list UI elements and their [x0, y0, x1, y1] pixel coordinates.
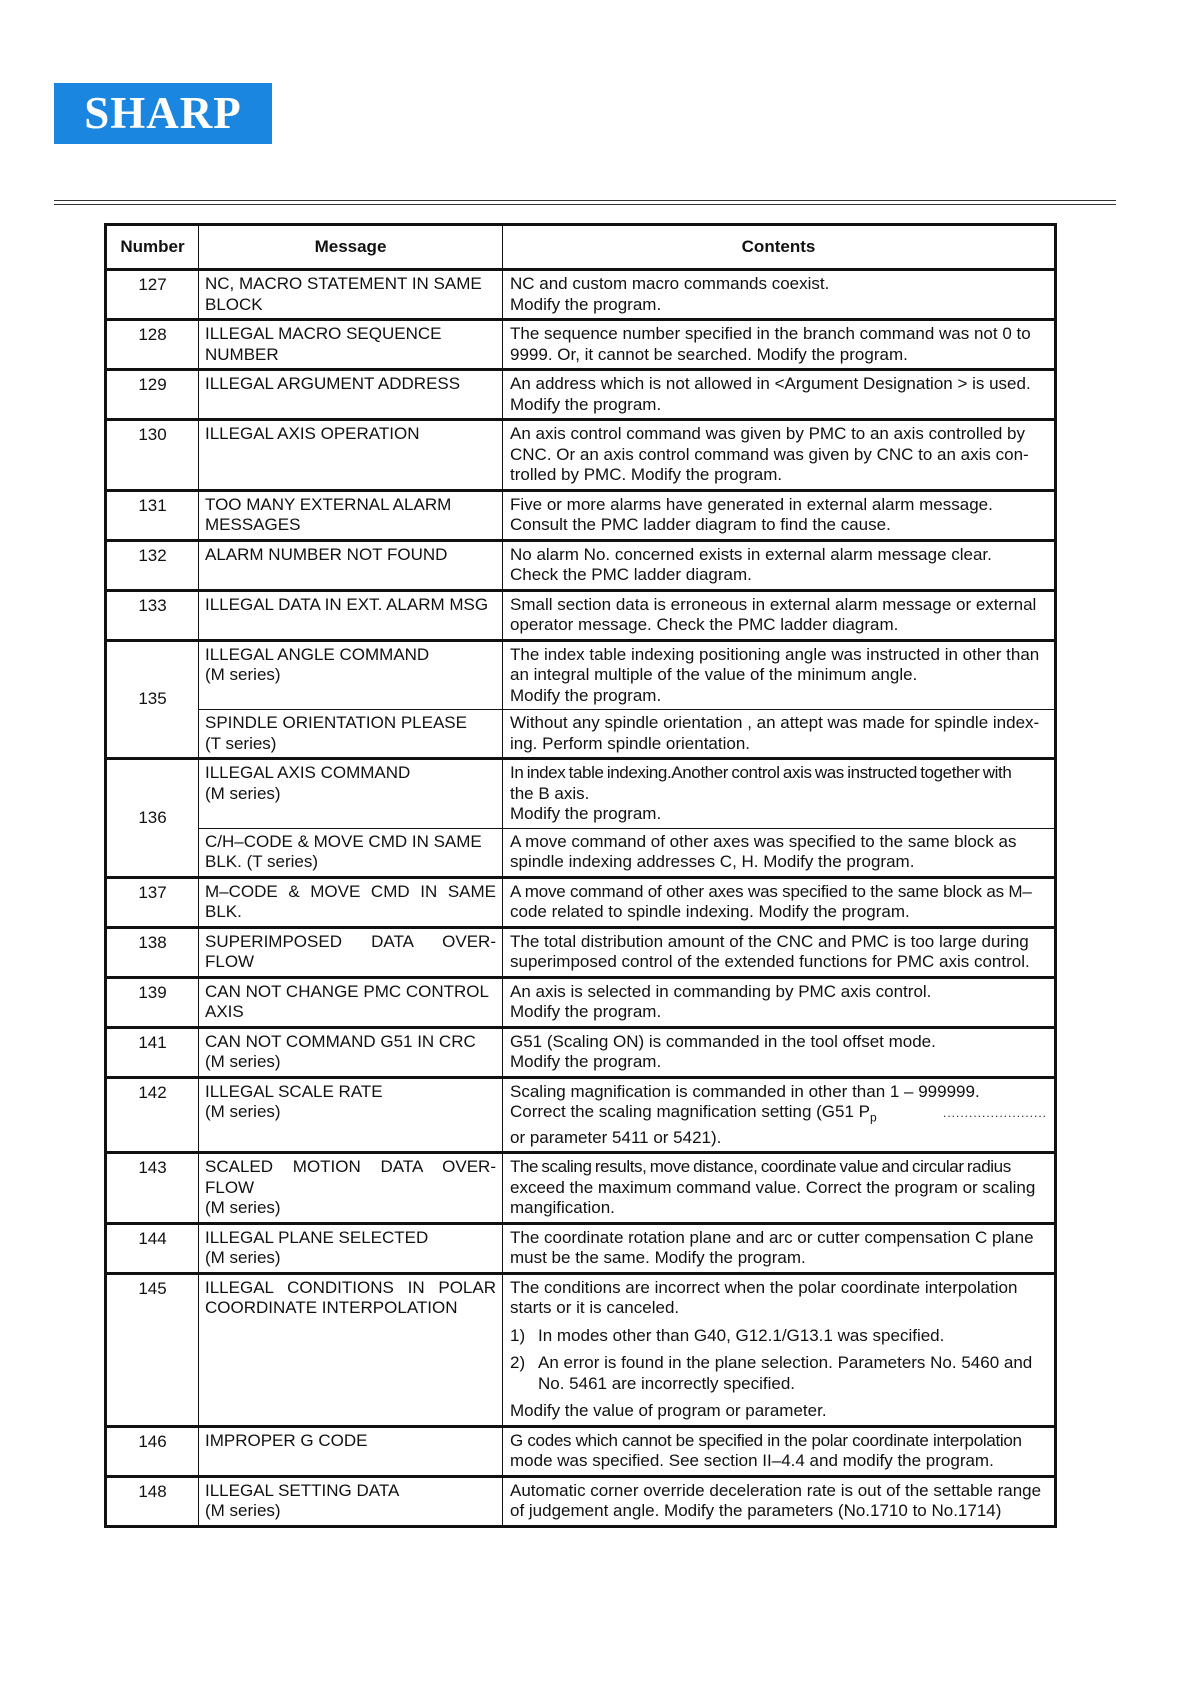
- alarm-contents: An axis is selected in commanding by PMC axis control. Modify the program.: [503, 977, 1056, 1027]
- alarm-message: ILLEGAL ANGLE COMMAND (M series): [199, 640, 503, 710]
- alarm-number: 138: [106, 927, 199, 977]
- alarm-number: 146: [106, 1426, 199, 1476]
- table-row: [106, 590, 1056, 640]
- header-rule-top: [54, 200, 1116, 201]
- alarm-message: ILLEGAL DATA IN EXT. ALARM MSG: [199, 590, 503, 640]
- alarm-contents: In index table indexing.Another control axis was instructed together with the B axis. Modify the program.: [503, 759, 1056, 829]
- alarm-number: 136: [106, 759, 199, 878]
- alarm-contents: An axis control command was given by PMC to an axis controlled by CNC. Or an axis control command was given by CNC to an axis con- trolled by PMC. Modify the program.: [503, 420, 1056, 491]
- header-contents: Contents: [503, 225, 1056, 270]
- alarm-message: SPINDLE ORIENTATION PLEASE (T series): [199, 710, 503, 759]
- alarm-message: ILLEGAL ARGUMENT ADDRESS: [199, 370, 503, 420]
- alarm-message: TOO MANY EXTERNAL ALARM MESSAGES: [199, 490, 503, 540]
- table-row: [106, 420, 1056, 491]
- alarm-number: 133: [106, 590, 199, 640]
- alarm-message: ILLEGAL MACRO SEQUENCE NUMBER: [199, 320, 503, 370]
- alarm-number: 130: [106, 420, 199, 491]
- alarm-contents: Automatic corner override deceleration rate is out of the settable range of judgement angle. Modify the parameters (No.1710 to No.1714): [503, 1476, 1056, 1526]
- table-row: [106, 759, 1056, 829]
- alarm-table: [104, 223, 1057, 1528]
- alarm-message: SCALED MOTION DATA OVER- FLOW (M series): [199, 1153, 503, 1224]
- alarm-number: 145: [106, 1273, 199, 1426]
- alarm-number: 141: [106, 1027, 199, 1077]
- alarm-message: ILLEGAL SCALE RATE (M series): [199, 1077, 503, 1153]
- alarm-contents: The conditions are incorrect when the polar coordinate interpolation starts or it is canceled. 1) In modes other than G40, G12.1/G13.1 was specified. 2) An error is found in the plane selection. Parameters No. 5460 and No. 5461 are incorrectly specified. Modify the value of program or parameter.: [503, 1273, 1056, 1426]
- table-row: [106, 490, 1056, 540]
- alarm-message: ILLEGAL CONDITIONS IN POLAR COORDINATE INTERPOLATION: [199, 1273, 503, 1426]
- alarm-number: 142: [106, 1077, 199, 1153]
- alarm-contents: A move command of other axes was specified to the same block as M– code related to spindle indexing. Modify the program.: [503, 877, 1056, 927]
- alarm-number: 128: [106, 320, 199, 370]
- alarm-contents: No alarm No. concerned exists in external alarm message clear. Check the PMC ladder diagram.: [503, 540, 1056, 590]
- alarm-contents: A move command of other axes was specified to the same block as spindle indexing addresses C, H. Modify the program.: [503, 828, 1056, 877]
- alarm-contents: The total distribution amount of the CNC and PMC is too large during superimposed control of the extended functions for PMC axis control.: [503, 927, 1056, 977]
- table-row: [106, 828, 1056, 877]
- table-row: [106, 370, 1056, 420]
- alarm-message: IMPROPER G CODE: [199, 1426, 503, 1476]
- header-number: Number: [106, 225, 199, 270]
- alarm-number: 144: [106, 1223, 199, 1273]
- table-row: [106, 1153, 1056, 1224]
- alarm-contents: Small section data is erroneous in external alarm message or external operator message. Check the PMC ladder diagram.: [503, 590, 1056, 640]
- table-row: [106, 1426, 1056, 1476]
- table-header-row: [106, 225, 1056, 270]
- table-row: [106, 1027, 1056, 1077]
- alarm-contents: Scaling magnification is commanded in other than 1 – 999999. Correct the scaling magnification setting (G51 $P_p$ ........................ or parameter 5411 or 5421).: [503, 1077, 1056, 1153]
- sharp-logo: [54, 83, 272, 144]
- alarm-message: ILLEGAL AXIS COMMAND (M series): [199, 759, 503, 829]
- table-row: [106, 640, 1056, 710]
- table-row: [106, 710, 1056, 759]
- alarm-contents: The scaling results, move distance, coordinate value and circular radius exceed the maximum command value. Correct the program or scaling mangification.: [503, 1153, 1056, 1224]
- table-row: [106, 1273, 1056, 1426]
- alarm-number: 143: [106, 1153, 199, 1224]
- alarm-contents: G51 (Scaling ON) is commanded in the tool offset mode. Modify the program.: [503, 1027, 1056, 1077]
- alarm-message: NC, MACRO STATEMENT IN SAME BLOCK: [199, 270, 503, 320]
- alarm-contents: Five or more alarms have generated in external alarm message. Consult the PMC ladder diagram to find the cause.: [503, 490, 1056, 540]
- alarm-contents: The coordinate rotation plane and arc or cutter compensation C plane must be the same. Modify the program.: [503, 1223, 1056, 1273]
- list-item: 2) An error is found in the plane selection. Parameters No. 5460 and No. 5461 are incorrectly specified.: [510, 1353, 1033, 1393]
- table-row: [106, 977, 1056, 1027]
- header-message: Message: [199, 225, 503, 270]
- table-row: [106, 877, 1056, 927]
- alarm-number: 135: [106, 640, 199, 759]
- alarm-number: 127: [106, 270, 199, 320]
- alarm-number: 132: [106, 540, 199, 590]
- alarm-number: 137: [106, 877, 199, 927]
- list-item: 1) In modes other than G40, G12.1/G13.1 was specified.: [510, 1325, 945, 1345]
- alarm-message: CAN NOT CHANGE PMC CONTROL AXIS: [199, 977, 503, 1027]
- alarm-contents: G codes which cannot be specified in the polar coordinate interpolation mode was specified. See section II–4.4 and modify the program.: [503, 1426, 1056, 1476]
- alarm-message: M–CODE & MOVE CMD IN SAME BLK.: [199, 877, 503, 927]
- alarm-contents: An address which is not allowed in <Argument Designation > is used. Modify the program.: [503, 370, 1056, 420]
- alarm-message: ALARM NUMBER NOT FOUND: [199, 540, 503, 590]
- alarm-message: ILLEGAL SETTING DATA (M series): [199, 1476, 503, 1526]
- alarm-number: 129: [106, 370, 199, 420]
- alarm-number: 139: [106, 977, 199, 1027]
- alarm-number: 148: [106, 1476, 199, 1526]
- alarm-message: ILLEGAL PLANE SELECTED (M series): [199, 1223, 503, 1273]
- alarm-message: CAN NOT COMMAND G51 IN CRC (M series): [199, 1027, 503, 1077]
- alarm-message: SUPERIMPOSED DATA OVER- FLOW: [199, 927, 503, 977]
- table-row: [106, 927, 1056, 977]
- header-rule-bottom: [54, 204, 1116, 205]
- alarm-number: 131: [106, 490, 199, 540]
- logo-text: SHARP: [84, 88, 242, 138]
- alarm-message: C/H–CODE & MOVE CMD IN SAME BLK. (T series): [199, 828, 503, 877]
- alarm-contents: Without any spindle orientation , an attept was made for spindle index- ing. Perform spindle orientation.: [503, 710, 1056, 759]
- table-row: [106, 270, 1056, 320]
- alarm-contents: NC and custom macro commands coexist. Modify the program.: [503, 270, 1056, 320]
- table-row: [106, 320, 1056, 370]
- table-row: [106, 1476, 1056, 1526]
- table-row: [106, 1077, 1056, 1153]
- alarm-message: ILLEGAL AXIS OPERATION: [199, 420, 503, 491]
- table-row: [106, 1223, 1056, 1273]
- alarm-contents: The index table indexing positioning angle was instructed in other than an integral multiple of the value of the minimum angle. Modify the program.: [503, 640, 1056, 710]
- alarm-contents: The sequence number specified in the branch command was not 0 to 9999. Or, it cannot be searched. Modify the program.: [503, 320, 1056, 370]
- table-row: [106, 540, 1056, 590]
